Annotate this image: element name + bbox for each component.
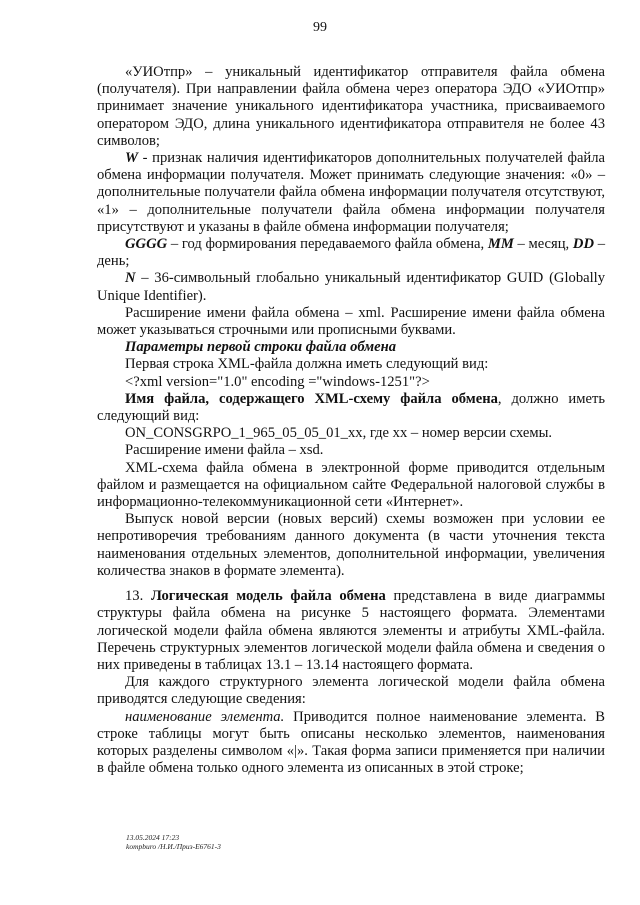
term-n: N: [125, 270, 136, 287]
term-gggg-text: – год формирования передаваемого файла обмена,: [167, 236, 488, 253]
footer-stamp: kompburo /Н.И./Приз-E6761-3: [126, 842, 221, 851]
paragraph-extension: Расширение имени файла обмена – xml. Расширение имени файла обмена может указываться строчными или прописными буквами.: [97, 304, 605, 339]
document-body: [97, 64, 605, 777]
xml-declaration: <?xml version="1.0" encoding ="windows-1251"?>: [125, 373, 430, 390]
logical-model-heading: Логическая модель файла обмена: [150, 588, 386, 605]
schema-name-heading: Имя файла, содержащего XML-схему файла обмена: [125, 390, 498, 407]
paragraph-date-parts: [97, 236, 605, 270]
term-dd: DD: [572, 236, 594, 253]
paragraph-logical-model: [97, 588, 605, 674]
term-mm: MM: [487, 236, 514, 253]
paragraph-n: [97, 270, 605, 304]
paragraph-uiotpr: «УИОтпр» – уникальный идентификатор отправителя файла обмена (получателя). При направлении файла обмена через оператора ЭДО «УИОтпр» принимает значение уникального идентификатора участника, присваиваемого оператором ЭДО, длина уникального идентификатора отправителя не более 43 символов;: [97, 64, 605, 149]
paragraph-element-info: Для каждого структурного элемента логической модели файла обмена приводятся следующие сведения:: [97, 674, 605, 708]
document-footer: [126, 833, 221, 851]
section-heading-first-line: Параметры первой строки файла обмена: [125, 339, 397, 356]
term-w: W: [125, 150, 138, 167]
element-name-term: наименование элемента.: [125, 708, 285, 725]
paragraph-new-version: Выпуск новой версии (новых версий) схемы возможен при условии ее непротиворечия требованиям данного документа (в части уточнения текста наименования отдельных элементов, дополнительной информации, увеличения количества знаков в формате элемента).: [97, 511, 605, 579]
paragraph-schema-publication: XML-схема файла обмена в электронной форме приводится отдельным файлом и размещается на официальном сайте Федеральной налоговой службы в информационно-телекоммуникационной сети «Интернет».: [97, 459, 605, 511]
paragraph-n-text: – 36-символьный глобально уникальный идентификатор GUID (Globally Unique Identifier).: [97, 270, 605, 304]
section-number: 13.: [125, 588, 151, 605]
paragraph-schema-name: [97, 391, 605, 425]
footer-date: 13.05.2024 17:23: [126, 833, 180, 842]
term-dd-text: – день;: [97, 236, 605, 270]
paragraph-first-line: Первая строка XML-файла должна иметь следующий вид:: [125, 356, 489, 373]
paragraph-w: [97, 150, 605, 236]
term-gggg: GGGG: [125, 236, 168, 253]
paragraph-w-text: - признак наличия идентификаторов дополнительных получателей файла обмена информации получателя. Может принимать следующие значения: «0» – дополнительные получатели файла обмена информации получателя отсутствуют, «1» – дополнительные получатели файла обмена информации получателя присутствуют и указаны в файле обмена информации получателя;: [97, 150, 605, 235]
schema-filename: ON_CONSGRPO_1_965_05_05_01_xx, где xx – номер версии схемы.: [125, 425, 553, 442]
schema-name-text: , должно иметь следующий вид:: [97, 390, 605, 425]
term-mm-text: – месяц,: [513, 236, 573, 253]
page-number: 99: [313, 20, 327, 35]
paragraph-element-name: [97, 709, 605, 778]
element-name-text: Приводится полное наименование элемента. В строке таблицы могут быть описаны несколько элементов, наименования которых разделены символом «|». Такая форма записи применяется при наличии в файле обмена только одного элемента из описанных в этой строке;: [97, 708, 606, 777]
schema-extension: Расширение имени файла – xsd.: [125, 442, 324, 459]
logical-model-text: представлена в виде диаграммы структуры файла обмена на рисунке 5 настоящего формата. Элементами логической модели файла обмена являются элементы и атрибуты XML-файла. Перечень структурных элементов логической модели файла обмена и сведения о них приведены в таблицах 13.1 – 13.14 настоящего формата.: [97, 588, 605, 673]
